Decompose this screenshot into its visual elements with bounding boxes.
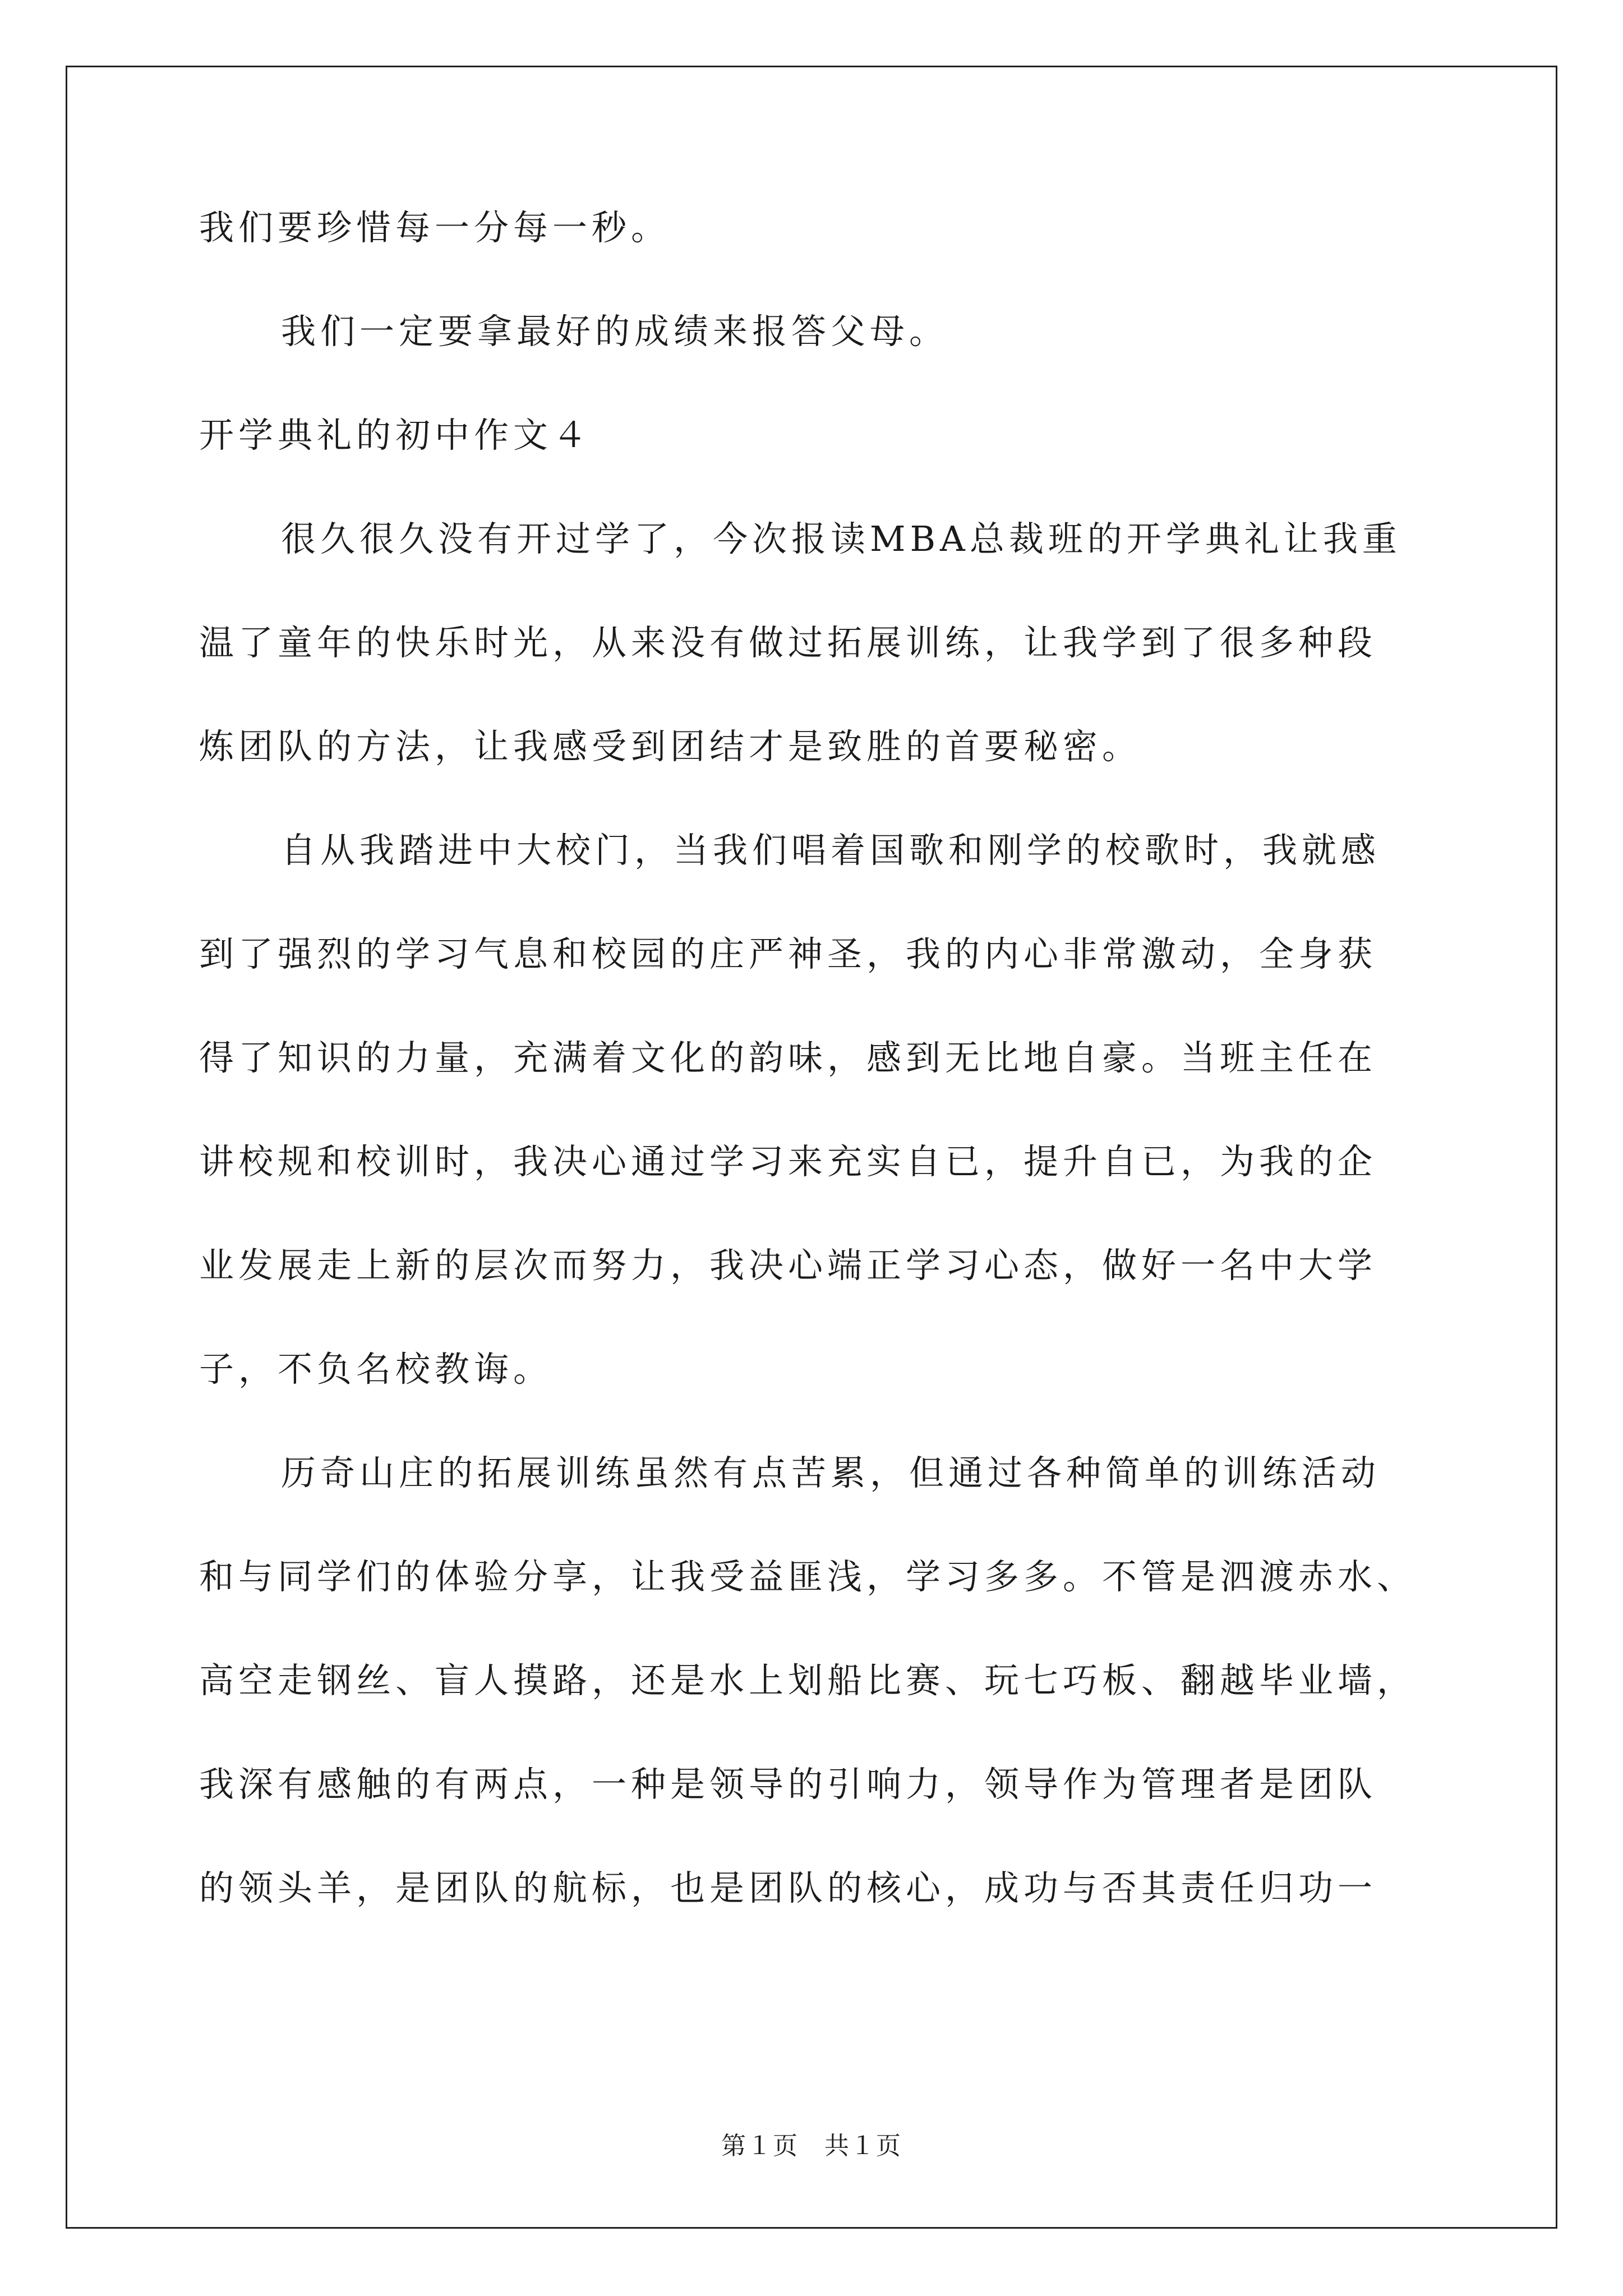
- text-line: 我们一定要拿最好的成绩来报答父母。: [281, 311, 949, 352]
- text-line: 历奇山庄的拓展训练虽然有点苦累，但通过各种简单的训练活动: [281, 1452, 1381, 1493]
- text-line: 我深有感触的有两点，一种是领导的引响力，领导作为管理者是团队: [199, 1764, 1377, 1805]
- text-line: 业发展走上新的层次而努力，我决心端正学习心态，做好一名中大学: [199, 1245, 1377, 1286]
- text-line: 得了知识的力量，充满着文化的韵味，感到无比地自豪。当班主任在: [199, 1037, 1377, 1078]
- page-number: 第１页 共１页: [721, 2132, 902, 2160]
- text-line: 高空走钢丝、盲人摸路，还是水上划船比赛、玩七巧板、翻越毕业墙，: [199, 1660, 1417, 1701]
- text-line: 的领头羊，是团队的航标，也是团队的核心，成功与否其责任归功一: [199, 1867, 1377, 1908]
- text-line: 自从我踏进中大校门，当我们唱着国歌和刚学的校歌时，我就感: [281, 830, 1381, 871]
- text-line: 炼团队的方法，让我感受到团结才是致胜的首要秘密。: [199, 726, 1142, 767]
- text-line: 很久很久没有开过学了，今次报读MBA总裁班的开学典礼让我重: [281, 518, 1401, 559]
- text-line: 讲校规和校训时，我决心通过学习来充实自已，提升自已，为我的企: [199, 1141, 1377, 1182]
- text-line: 我们要珍惜每一分每一秒。: [199, 207, 671, 248]
- text-line: 子，不负名校教诲。: [199, 1349, 553, 1389]
- document-body: [199, 208, 1427, 1908]
- text-line: 温了童年的快乐时光，从来没有做过拓展训练，让我学到了很多种段: [199, 622, 1377, 663]
- text-line: 到了强烈的学习气息和校园的庄严神圣，我的内心非常激动，全身获: [199, 933, 1377, 974]
- section-heading: 开学典礼的初中作文４: [199, 415, 592, 455]
- text-line: 和与同学们的体验分享，让我受益匪浅，学习多多。不管是泗渡赤水、: [199, 1556, 1417, 1597]
